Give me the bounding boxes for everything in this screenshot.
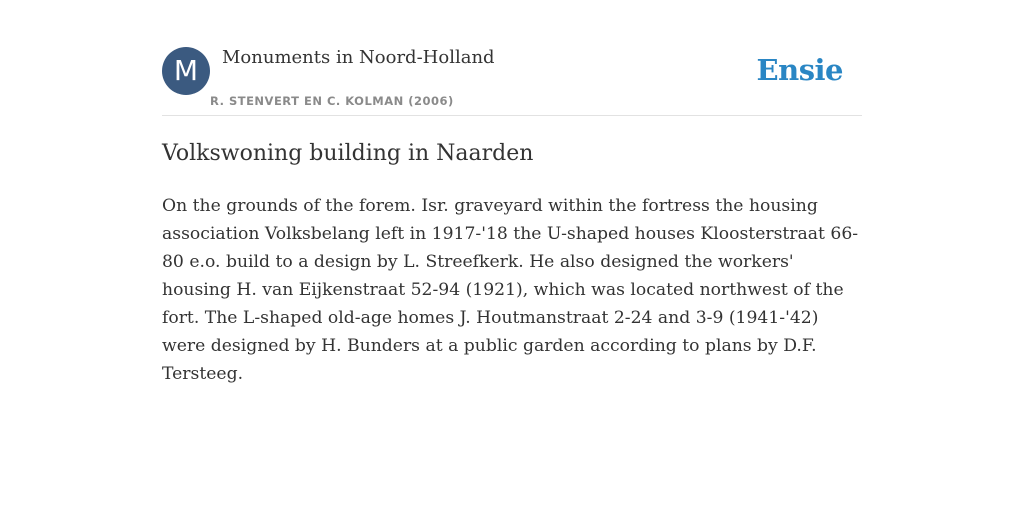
ensie-logo[interactable]: Ensie [756,53,843,87]
book-avatar[interactable]: M [162,47,210,95]
entry-text: On the grounds of the forem. Isr. graveyard within the fortress the housing association Volksbelang left in 1917-'18 the U-shaped houses Kloosterstraat 66-80 e.o. build to a design by L. Streefkerk. He also designed the workers' housing H. van Eijkenstraat 52-94 (1921), which was located northwest of the fort. The L-shaped old-age homes J. Houtmanstraat 2-24 and 3-9 (1941-'42) were designed by H. Bunders at a public garden according to plans by D.F. Tersteeg. [162,196,859,384]
book-author: R. STENVERT EN C. KOLMAN (2006) [210,94,454,108]
entry-title: Volkswoning building in Naarden [162,141,534,166]
header [162,0,862,116]
book-title[interactable]: Monuments in Noord-Holland [222,47,495,68]
page [162,0,862,512]
